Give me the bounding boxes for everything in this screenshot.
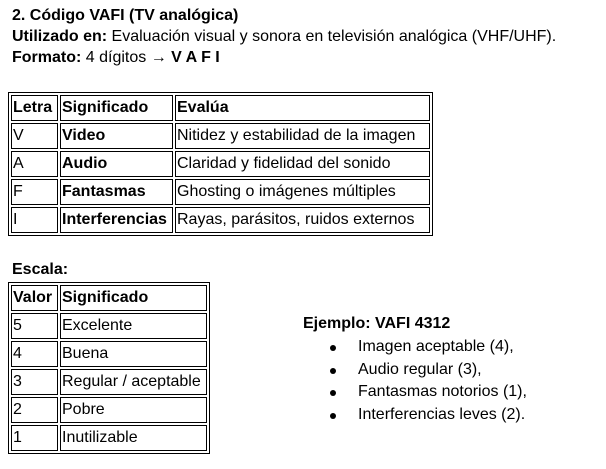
example-heading: Ejemplo: VAFI 4312 [303,315,451,332]
format-line [12,48,220,68]
table-cell-meaning: Pobre [60,397,207,423]
list-item-text: Imagen aceptable (4), [358,338,514,355]
table-cell-evaluates: Claridad y fidelidad del sonido [175,151,430,177]
list-item [338,381,527,404]
table-row [11,207,430,233]
list-item-text: Audio regular (3), [358,360,482,378]
table-cell-letter: F [11,179,58,205]
example-list [338,336,527,426]
table-cell-meaning: Interferencias [60,207,173,233]
table-cell-meaning: Fantasmas [60,179,173,205]
table-row [11,123,430,149]
vafi-table [8,92,433,236]
list-item-text: Interferencias leves (2). [358,405,526,423]
table-cell-meaning: Excelente [60,313,207,339]
table-header-row [11,285,207,311]
list-item [338,404,527,427]
table-row [11,313,207,339]
table-header-cell: Letra [11,95,58,121]
table-header-cell: Evalúa [175,95,430,121]
bullet-icon [330,345,336,351]
table-cell-letter: A [11,151,58,177]
table-cell-value: 4 [11,341,58,367]
list-item [338,336,527,359]
table-header-cell: Significado [60,285,207,311]
table-header-cell: Significado [60,95,173,121]
table-cell-letter: V [11,123,58,149]
table-cell-meaning: Buena [60,341,207,367]
format-code: V A F I [171,49,220,66]
table-row [11,179,430,205]
used-in-label: Utilizado en: [12,28,108,45]
table-header-cell: Valor [11,285,58,311]
used-in-value: Evaluación visual y sonora en televisión analógica (VHF/UHF). [107,28,557,45]
table-cell-value: 5 [11,313,58,339]
section-heading: 2. Código VAFI (TV analógica) [12,7,239,24]
table-row [11,369,207,395]
bullet-icon [330,413,336,419]
table-row [11,425,207,451]
table-cell-value: 3 [11,369,58,395]
scale-table [8,282,210,454]
table-cell-value: 2 [11,397,58,423]
used-in-line [12,27,556,47]
table-row [11,151,430,177]
format-label: Formato: [12,49,82,66]
table-cell-value: 1 [11,425,58,451]
table-cell-meaning: Inutilizable [60,425,207,451]
format-value: 4 dígitos → [81,49,172,66]
table-cell-letter: I [11,207,58,233]
list-item [338,359,527,382]
table-cell-evaluates: Nitidez y estabilidad de la imagen [175,123,430,149]
scale-heading: Escala: [12,261,69,278]
table-row [11,341,207,367]
table-cell-evaluates: Rayas, parásitos, ruidos externos [175,207,430,233]
table-header-row [11,95,430,121]
table-cell-meaning: Video [60,123,173,149]
list-item-text: Fantasmas notorios (1), [358,383,527,400]
table-cell-meaning: Regular / aceptable [60,369,207,395]
table-row [11,397,207,423]
table-cell-evaluates: Ghosting o imágenes múltiples [175,179,430,205]
bullet-icon [330,390,336,396]
table-cell-meaning: Audio [60,151,173,177]
bullet-icon [330,368,336,374]
